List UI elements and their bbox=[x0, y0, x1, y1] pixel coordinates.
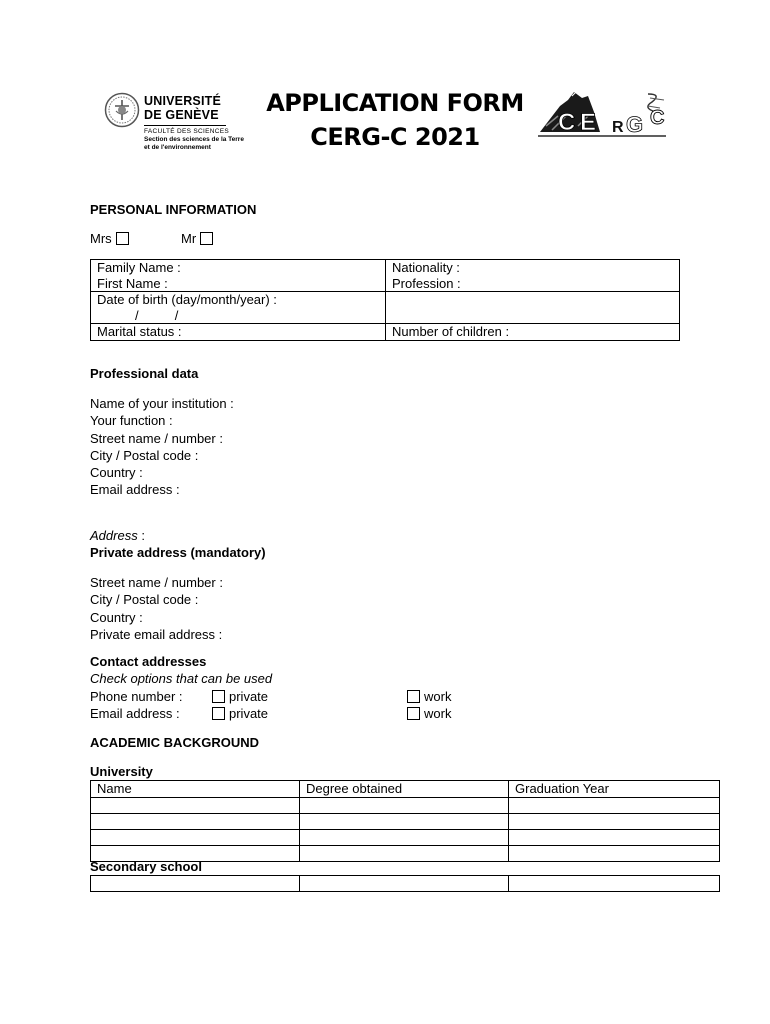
faculty-name: FACULTÉ DES SCIENCES Section des sciences de la Terre et de l'environnement bbox=[144, 128, 244, 151]
dob-cell[interactable] bbox=[91, 292, 386, 324]
function-field: Your function : bbox=[90, 413, 173, 429]
private-street-field: Street name / number : bbox=[90, 575, 223, 590]
nationality-label: Nationality : bbox=[392, 260, 460, 275]
name-cell[interactable] bbox=[91, 260, 386, 292]
city-field: City / Postal code : bbox=[90, 447, 199, 463]
mrs-checkbox[interactable] bbox=[116, 232, 129, 245]
form-title bbox=[250, 86, 540, 154]
phone-private-option[interactable]: private bbox=[212, 689, 268, 704]
cerg-letter-c2: C bbox=[650, 107, 665, 129]
table-cell[interactable] bbox=[300, 829, 509, 845]
phone-private-checkbox[interactable] bbox=[212, 690, 225, 703]
university-name: UNIVERSITÉ DE GENÈVE bbox=[144, 94, 222, 122]
phone-label: Phone number : bbox=[90, 689, 183, 704]
academic-heading: ACADEMIC BACKGROUND bbox=[90, 735, 259, 750]
contact-heading: Contact addresses bbox=[90, 654, 207, 669]
first-name-label: First Name : bbox=[97, 275, 168, 291]
professional-fields bbox=[90, 395, 234, 499]
phone-work-checkbox[interactable] bbox=[407, 690, 420, 703]
children-cell[interactable] bbox=[386, 324, 680, 341]
cerg-letter-r: R bbox=[612, 119, 624, 136]
private-address-heading: Private address (mandatory) bbox=[90, 545, 266, 560]
children-label: Number of children : bbox=[392, 324, 510, 339]
table-cell[interactable] bbox=[509, 845, 720, 861]
street-field: Street name / number : bbox=[90, 430, 223, 446]
table-cell[interactable] bbox=[300, 845, 509, 861]
mr-label: Mr bbox=[181, 231, 197, 246]
form-title-line-1: APPLICATION FORM bbox=[266, 89, 524, 117]
table-header-row bbox=[91, 781, 720, 798]
contact-email-label: Email address : bbox=[90, 706, 180, 721]
table-cell[interactable] bbox=[300, 876, 509, 892]
table-cell[interactable] bbox=[509, 829, 720, 845]
mrs-label: Mrs bbox=[90, 231, 112, 246]
table-cell[interactable] bbox=[509, 797, 720, 813]
professional-heading: Professional data bbox=[90, 366, 199, 381]
private-email-field: Private email address : bbox=[90, 626, 223, 642]
cerg-logo bbox=[538, 86, 670, 140]
private-country-field: Country : bbox=[90, 609, 143, 625]
secondary-school-heading: Secondary school bbox=[90, 859, 202, 874]
personal-info-heading: PERSONAL INFORMATION bbox=[90, 202, 257, 217]
email-work-checkbox[interactable] bbox=[407, 707, 420, 720]
secondary-school-table bbox=[90, 875, 720, 892]
university-table bbox=[90, 780, 720, 862]
cerg-letter-e: E bbox=[580, 109, 597, 136]
column-header-degree: Degree obtained bbox=[300, 781, 509, 798]
unige-seal-icon bbox=[104, 92, 140, 128]
table-cell[interactable] bbox=[91, 829, 300, 845]
column-header-name: Name bbox=[91, 781, 300, 798]
table-cell[interactable] bbox=[300, 813, 509, 829]
table-cell[interactable] bbox=[300, 797, 509, 813]
email-private-option[interactable]: private bbox=[212, 706, 268, 721]
institution-field: Name of your institution : bbox=[90, 396, 234, 411]
cerg-letter-c: C bbox=[558, 109, 576, 136]
dob-label: Date of birth (day/month/year) : bbox=[97, 292, 277, 307]
email-field: Email address : bbox=[90, 482, 180, 498]
phone-work-option[interactable]: work bbox=[407, 689, 451, 704]
mr-checkbox[interactable] bbox=[200, 232, 213, 245]
column-header-graduation-year: Graduation Year bbox=[509, 781, 720, 798]
family-name-label: Family Name : bbox=[97, 260, 181, 275]
mr-option[interactable] bbox=[181, 231, 213, 246]
table-row[interactable] bbox=[91, 876, 720, 892]
logo-divider bbox=[144, 125, 226, 126]
contact-hint: Check options that can be used bbox=[90, 671, 273, 686]
personal-info-table bbox=[90, 259, 680, 341]
table-cell[interactable] bbox=[91, 876, 300, 892]
private-city-field: City / Postal code : bbox=[90, 592, 199, 608]
dob-slashes: / / bbox=[135, 307, 179, 323]
profession-label: Profession : bbox=[392, 275, 461, 291]
table-row[interactable] bbox=[91, 829, 720, 845]
address-label: Address : bbox=[90, 528, 145, 543]
email-private-checkbox[interactable] bbox=[212, 707, 225, 720]
empty-cell[interactable] bbox=[386, 292, 680, 324]
nationality-cell[interactable] bbox=[386, 260, 680, 292]
table-cell[interactable] bbox=[509, 813, 720, 829]
cerg-letter-g: G bbox=[626, 112, 644, 137]
marital-status-label: Marital status : bbox=[97, 324, 182, 339]
unige-logo bbox=[104, 92, 244, 154]
marital-status-cell[interactable] bbox=[91, 324, 386, 341]
university-heading: University bbox=[90, 764, 153, 779]
table-row[interactable] bbox=[91, 797, 720, 813]
private-address-fields bbox=[90, 574, 223, 643]
mrs-option[interactable] bbox=[90, 231, 129, 246]
table-cell[interactable] bbox=[91, 797, 300, 813]
table-cell[interactable] bbox=[91, 813, 300, 829]
email-work-option[interactable]: work bbox=[407, 706, 451, 721]
form-title-line-2: CERG-C 2021 bbox=[310, 123, 480, 151]
table-row[interactable] bbox=[91, 813, 720, 829]
country-field: Country : bbox=[90, 465, 143, 481]
table-cell[interactable] bbox=[509, 876, 720, 892]
